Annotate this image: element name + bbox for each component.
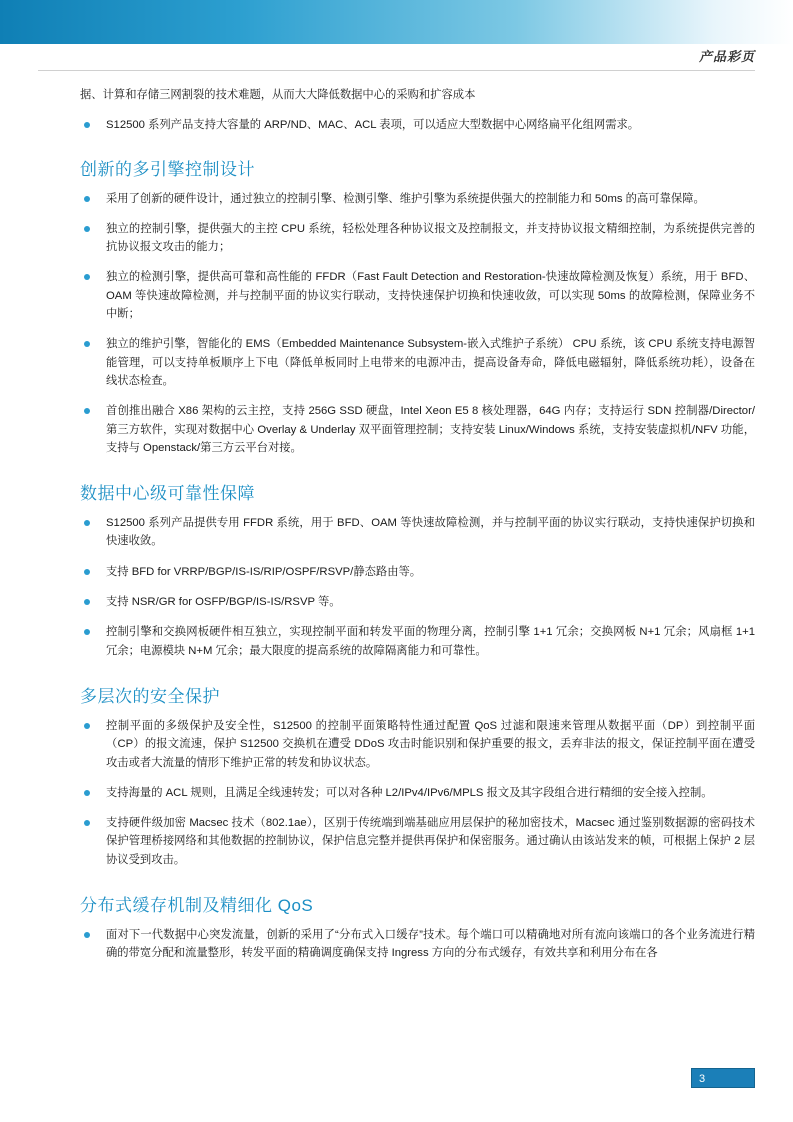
bullet-dot-icon (84, 196, 90, 202)
list-item-text: 控制平面的多级保护及安全性，S12500 的控制平面策略特性通过配置 QoS 过滤和限速来管理从数据平面（DP）到控制平面（CP）的报文流速，保护 S12500 交换机在遭受 DDoS 攻击时能识别和保护重要的报文，丢弃非法的报文，保证控制平面在遭受攻击或者大流量的情形下维护正常的转发和协议状态。 (106, 719, 755, 769)
list-item (80, 784, 755, 802)
section-4-bullet-list (80, 926, 755, 963)
list-item-text: 独立的控制引擎，提供强大的主控 CPU 系统，轻松处理各种协议报文及控制报文，并支持协议报文精细控制，为系统提供完善的抗协议报文攻击的能力； (106, 222, 755, 254)
header-gradient-band (0, 0, 793, 44)
intro-continuation-line: 据、计算和存储三网割裂的技术难题，从而大大降低数据中心的采购和扩容成本 (80, 89, 476, 101)
list-item-text: 支持 BFD for VRRP/BGP/IS-IS/RIP/OSPF/RSVP/静态路由等。 (106, 565, 422, 578)
section-heading-4: 分布式缓存机制及精细化 QoS (80, 896, 314, 916)
section-2-bullet-list (80, 514, 755, 660)
section-heading-3: 多层次的安全保护 (80, 686, 220, 706)
section-1-bullet-list (80, 190, 755, 458)
list-item-text: 独立的检测引擎，提供高可靠和高性能的 FFDR（Fast Fault Detection and Restoration-快速故障检测及恢复）系统，用于 BFD、OAM 等快速故障检测，并与控制平面的协议实行联动，支持快速保护切换和快速收敛，可以实现 50ms 的故障检测，保障业务不中断； (106, 271, 755, 321)
list-item (80, 814, 755, 869)
header-hairline (38, 70, 755, 71)
list-item-text: 采用了创新的硬件设计，通过独立的控制引擎、检测引擎、维护引擎为系统提供强大的控制能力和 50ms 的高可靠保障。 (106, 192, 705, 205)
list-item-text: 支持硬件级加密 Macsec 技术（802.1ae），区别于传统端到端基础应用层保护的秘加密技术，Macsec 通过鉴别数据源的密码技术保护管理桥接网络和其他数据的控制协议，保护信息完整并提供再保护和保密服务。通过确认由该站发来的帧，可根据上保护 2 层协议受到攻击。 (106, 817, 755, 866)
list-item-text: 面对下一代数据中心突发流量，创新的采用了“分布式入口缓存”技术。每个端口可以精确地对所有流向该端口的各个业务流进行精确的带宽分配和流量整形，转发平面的精确调度确保支持 Ingress 方向的分布式缓存，有效共享和利用分布在各 (106, 929, 755, 960)
list-item (80, 335, 755, 390)
list-item (80, 563, 755, 581)
list-item (80, 190, 755, 208)
list-item (80, 220, 755, 257)
section-3-bullet-list (80, 717, 755, 869)
bullet-dot-icon (84, 932, 90, 938)
bullet-dot-icon (84, 122, 90, 128)
bullet-dot-icon (84, 226, 90, 232)
list-item-text: 控制引擎和交换网板硬件相互独立，实现控制平面和转发平面的物理分离，控制引擎 1+1 冗余；交换网板 N+1 冗余；风扇框 1+1 冗余；电源模块 N+M 冗余；最大限度的提高系统的故障隔离能力和可靠性。 (106, 626, 755, 657)
header-gradient-inner (0, 0, 793, 44)
list-item-text: 支持 NSR/GR for OSFP/BGP/IS-IS/RSVP 等。 (106, 596, 341, 609)
header-divider (0, 44, 793, 46)
list-item (80, 926, 755, 963)
bullet-dot-icon (84, 820, 90, 826)
bullet-dot-icon (84, 569, 90, 575)
bullet-dot-icon (84, 274, 90, 280)
section-heading-2: 数据中心级可靠性保障 (80, 484, 255, 504)
section-heading-1: 创新的多引擎控制设计 (80, 159, 255, 179)
list-item (80, 116, 755, 134)
list-item (80, 717, 755, 772)
bullet-dot-icon (84, 629, 90, 635)
bullet-dot-icon (84, 599, 90, 605)
header-title: 产品彩页 (698, 49, 755, 64)
page-number: 3 (698, 1073, 706, 1085)
bullet-dot-icon (84, 790, 90, 796)
bullet-dot-icon (84, 723, 90, 729)
list-item-text: 首创推出融合 X86 架构的云主控，支持 256G SSD 硬盘，Intel Xeon E5 8 核处理器，64G 内存；支持运行 SDN 控制器/Director/第三方软件，实现对数据中心 Overlay & Underlay 双平面管理控制；支持安装 Linux/Windows 系统，支持安装虚拟机/NFV 功能，支持与 Openstack/第三方云平台对接。 (106, 405, 755, 454)
list-item-text: 支持海量的 ACL 规则，且满足全线速转发；可以对各种 L2/IPv4/IPv6/MPLS 报文及其字段组合进行精细的安全接入控制。 (106, 786, 713, 799)
document-content (80, 86, 755, 975)
intro-bullet-list (80, 116, 755, 134)
list-item-text: S12500 系列产品提供专用 FFDR 系统，用于 BFD、OAM 等快速故障检测，并与控制平面的协议实行联动，支持快速保护切换和快速收敛。 (106, 517, 755, 548)
list-item-text: 独立的维护引擎，智能化的 EMS（Embedded Maintenance Subsystem-嵌入式维护子系统） CPU 系统，该 CPU 系统支持电源智能管理，可以支持单板顺序上下电（降低单板同时上电带来的电源冲击，提高设备寿命，降低电磁辐射，降低系统功耗），设备在线状态检查。 (106, 338, 755, 387)
list-item-text: S12500 系列产品支持大容量的 ARP/ND、MAC、ACL 表项，可以适应大型数据中心网络扁平化组网需求。 (106, 119, 640, 132)
list-item (80, 623, 755, 660)
list-item (80, 268, 755, 323)
bullet-dot-icon (84, 341, 90, 347)
list-item (80, 514, 755, 551)
bullet-dot-icon (84, 408, 90, 414)
bullet-dot-icon (84, 520, 90, 526)
list-item (80, 402, 755, 457)
list-item (80, 593, 755, 611)
page-bottom-edge (0, 1112, 793, 1122)
